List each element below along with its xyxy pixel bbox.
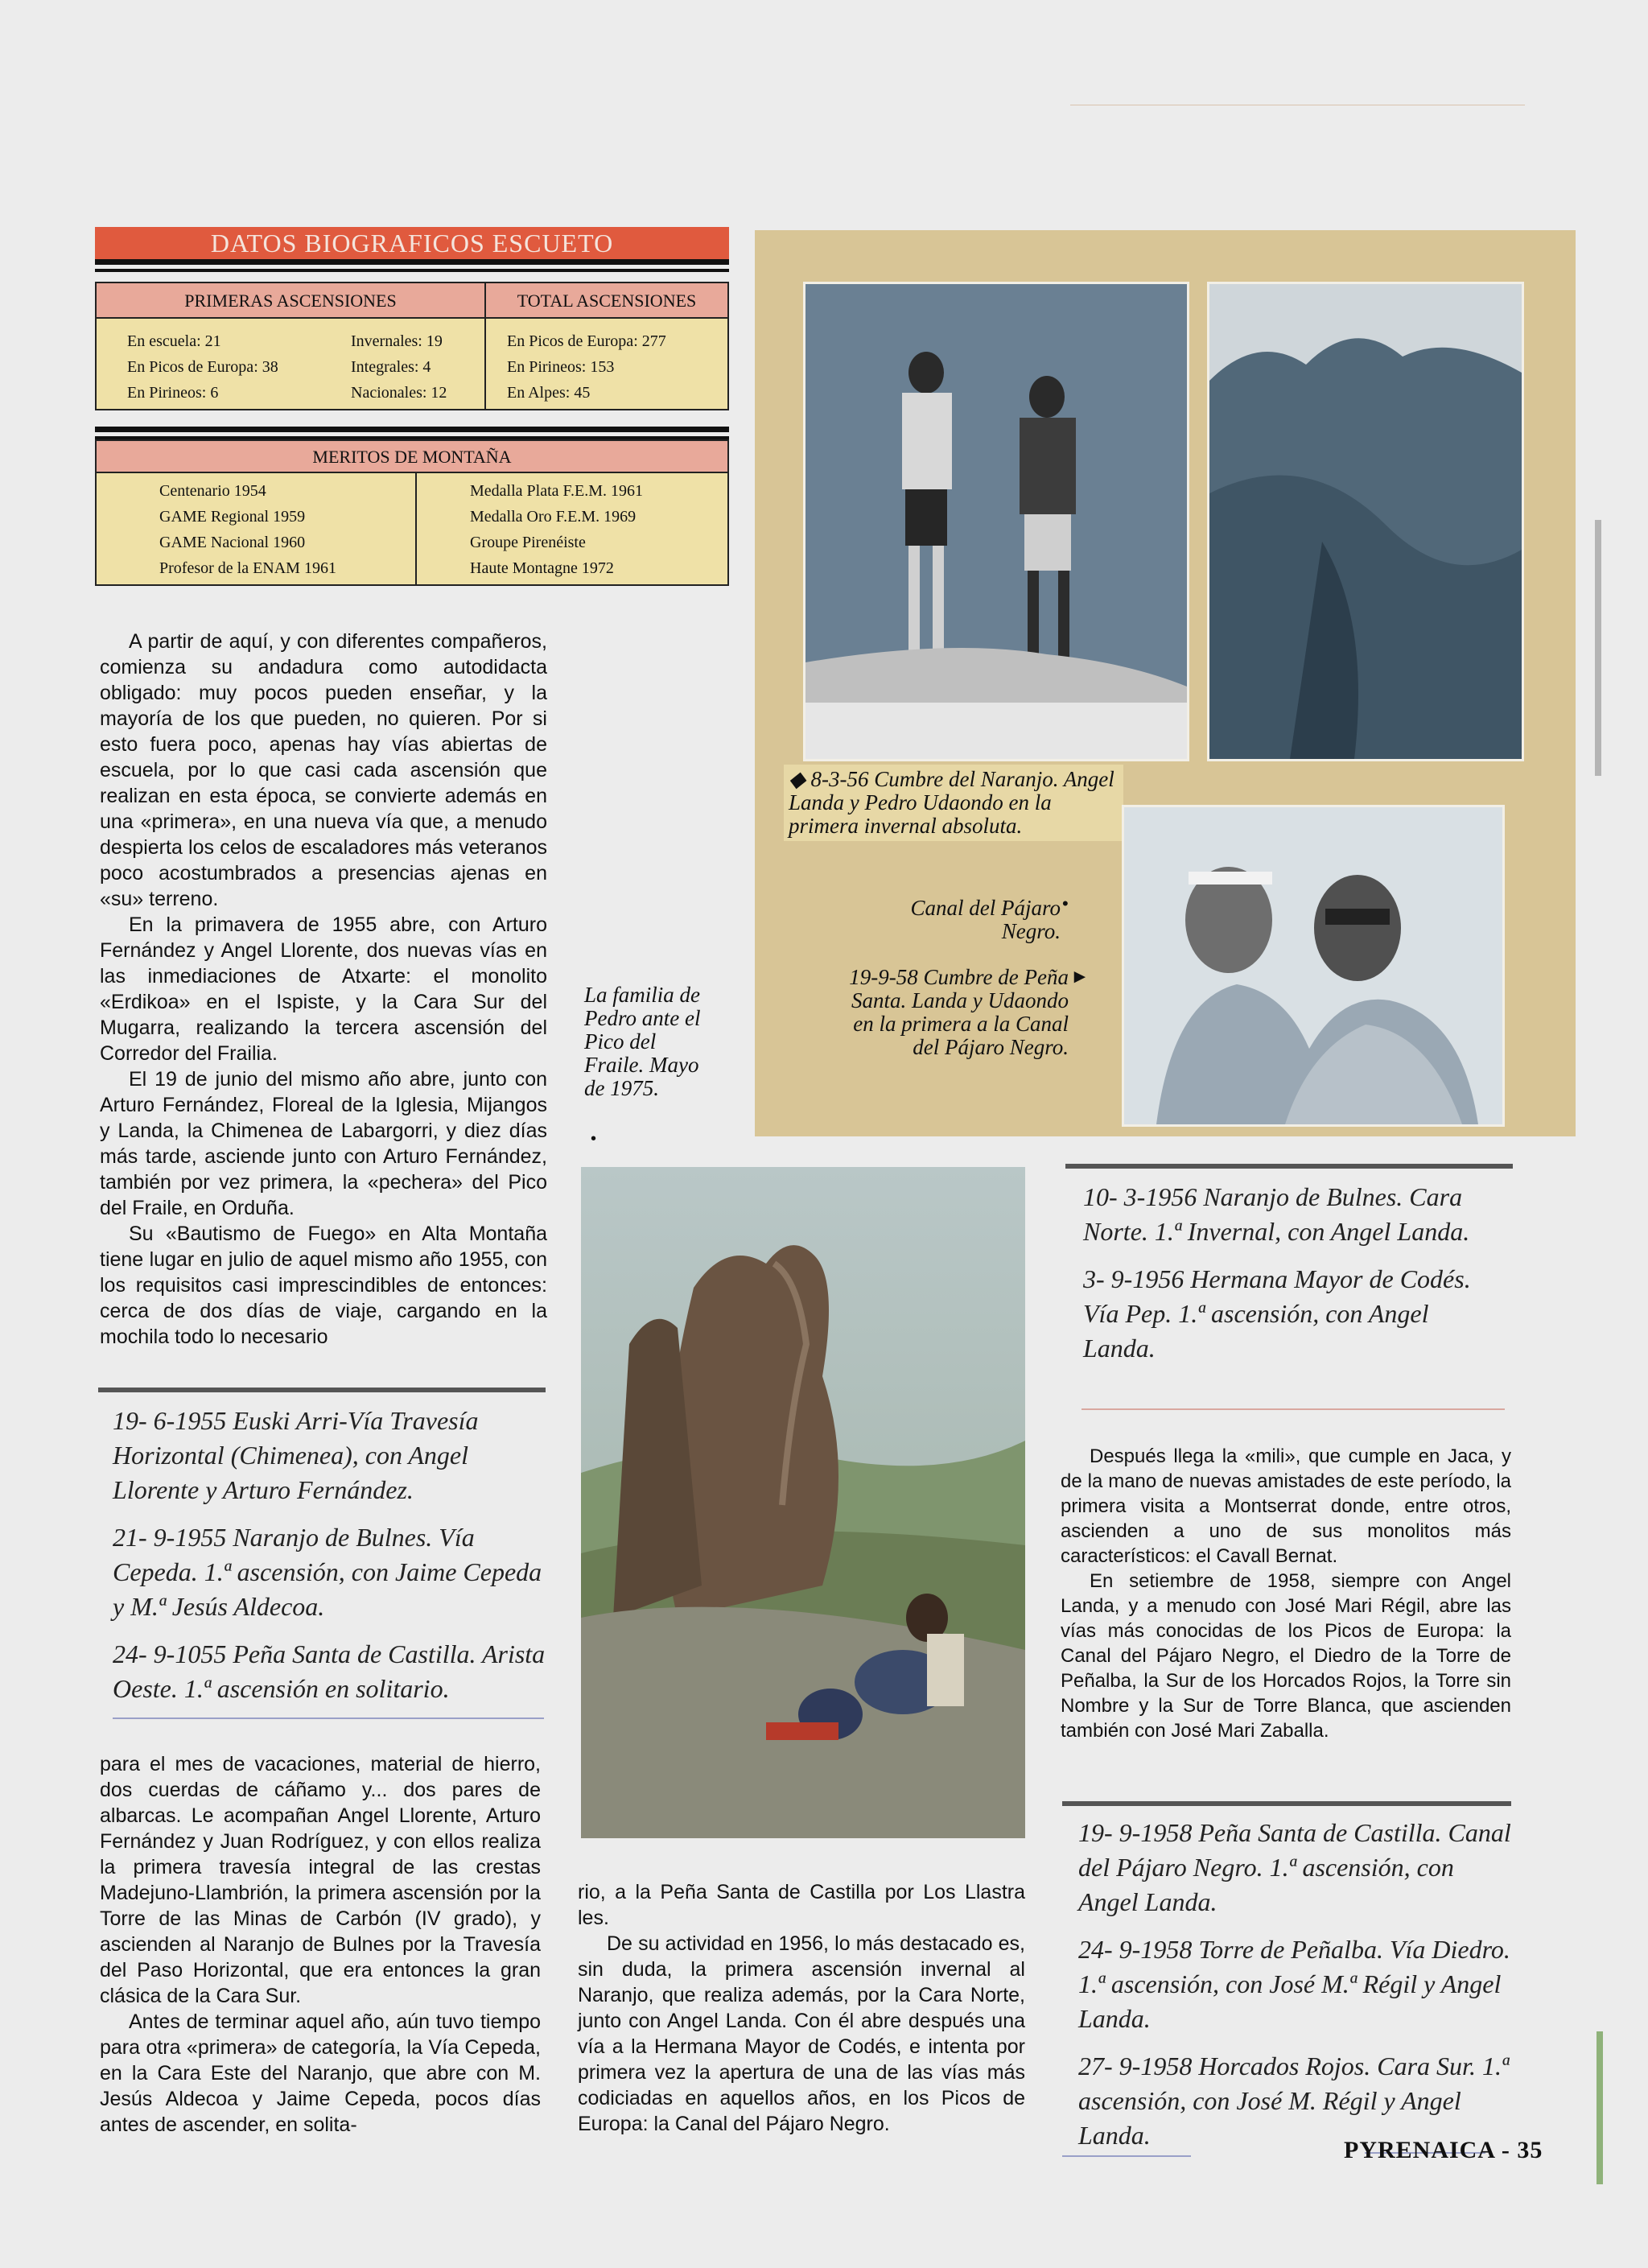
merits-list-1	[159, 478, 336, 581]
merit-line: GAME Nacional 1960	[159, 534, 306, 551]
biographic-data-box	[95, 227, 729, 586]
stat-line: Integrales: 4	[351, 358, 431, 376]
ascents-table	[95, 282, 729, 410]
caption-pena-santa	[827, 966, 1069, 1059]
ascent-entry: 10- 3-1956 Naranjo de Bulnes. Cara Norte. 1.ª Invernal, con Angel Landa.	[1083, 1182, 1470, 1246]
merit-line: GAME Regional 1959	[159, 508, 306, 526]
stat-line: En Alpes: 45	[507, 384, 591, 402]
merits-col2-cell	[417, 473, 727, 584]
paragraph: para el mes de vacaciones, material de hierro, dos cuerdas de cáñamo y... dos pares de albarcas. Le acompañan Angel Llorente, Arturo Fernández y Juan Rodríguez, y con ellos realiza la primera travesía integral de las crestas Madejuno-Llambrión, la primera ascensión por la Torre de las Minas de Carbón (IV grado), y ascienden al Naranjo de Bulnes por la Travesía del Paso Horizontal, que era entonces la gran clásica de la Cara Sur.	[100, 1753, 541, 2007]
caption-text: 19-9-58 Cumbre de Peña Santa. Landa y Udaondo en la primera a la Canal del Pájaro Negro.	[849, 965, 1069, 1059]
first-ascents-col2	[351, 328, 447, 406]
bullet-icon: •	[1062, 893, 1069, 913]
merit-line: Medalla Plata F.E.M. 1961	[470, 482, 644, 500]
highlight-rule	[1082, 1408, 1505, 1410]
paragraph: El 19 de junio del mismo año abre, junto con Arturo Fernández, Floreal de la Iglesia, Mijangos y Landa, la Chimenea de Labargorri, y diez días más tarde, asciende junto con Arturo Fernández, también por vez primera, la «pechera» del Pico del Fraile, en Orduña.	[100, 1068, 547, 1219]
mountain-photo-image	[1209, 284, 1522, 759]
bio-bar	[95, 259, 729, 265]
summit-photo-image	[805, 284, 1187, 759]
portrait-photo	[1122, 805, 1505, 1127]
paragraph: Su «Bautismo de Fuego» en Alta Montaña tiene lugar en julio de aquel mismo año 1955, con los requisitos casi imprescindibles de entonces: cerca de dos días de viaje, cargando en la mochila todo lo necesario	[100, 1223, 547, 1348]
paragraph: rio, a la Peña Santa de Castilla por Los Llastra les.	[578, 1881, 1025, 1929]
mountain-photo	[1207, 282, 1524, 761]
first-ascents-cell	[97, 319, 486, 409]
column2-bottom-text	[578, 1879, 1025, 2137]
total-ascents-list	[507, 328, 666, 406]
ascents-highlight-right-top	[1083, 1180, 1502, 1379]
ascent-entry: 24- 9-1958 Torre de Peñalba. Vía Diedro. 1.ª ascensión, con José M.ª Régil y Angel Landa.	[1078, 1935, 1510, 2033]
column1-bottom-text	[100, 1751, 541, 2138]
stat-line: En Pirineos: 153	[507, 358, 615, 376]
ascent-entry: 21- 9-1955 Naranjo de Bulnes. Vía Cepeda. 1.ª ascensión, con Jaime Cepeda y M.ª Jesús Aldecoa.	[113, 1523, 542, 1621]
bio-title: DATOS BIOGRAFICOS ESCUETO	[210, 229, 614, 258]
photo-panel	[755, 230, 1576, 1136]
bio-bar	[95, 269, 729, 272]
stat-line: En escuela: 21	[127, 332, 221, 350]
merit-line: Haute Montagne 1972	[470, 559, 614, 577]
page-footer: PYRENAICA - 35	[1344, 2137, 1543, 2163]
stat-line: En Pirineos: 6	[127, 384, 219, 402]
edge-mark	[1595, 520, 1601, 776]
paragraph: De su actividad en 1956, lo más destacado es, sin duda, la primera ascensión invernal al Naranjo, que realiza además, por la Cara Norte, junto con Angel Landa. Con él abre después una vía a la Hermana Mayor de Codés, e intenta por primera vez la apertura de una de las vías más codiciadas en aquellos años, en los Picos de Europa: la Canal del Pájaro Negro.	[578, 1932, 1025, 2135]
merits-col1-cell	[97, 473, 417, 584]
merits-header: MERITOS DE MONTAÑA	[97, 441, 727, 473]
ascent-entry: 24- 9-1055 Peña Santa de Castilla. Arista Oeste. 1.ª ascensión en solitario.	[113, 1639, 546, 1703]
merit-line: Medalla Oro F.E.M. 1969	[470, 508, 637, 526]
merits-table	[95, 439, 729, 586]
paragraph: A partir de aquí, y con diferentes compañeros, comienza su andadura como autodidacta obligado: muy pocos pueden enseñar, y la mayoría de los que pueden, no quieren. Por si esto fuera poco, apenas hay vías abiertas de escuela, por lo que casi cada ascensión que realizan en esta época, se convierte además en una «primera», en una nueva vía que, a menudo despierta los celos de escaladores más veteranos poco acostumbrados a presencias ajenas en «su» terreno.	[100, 630, 547, 910]
caption-canal	[876, 897, 1061, 943]
merits-list-2	[470, 478, 643, 581]
total-ascents-cell	[486, 319, 727, 409]
stat-line: Invernales: 19	[351, 332, 443, 350]
paragraph: En setiembre de 1958, siempre con Angel Landa, y a menudo con José Mari Régil, abre las vías más conocidas de los Picos de Europa: la Canal del Pájaro Negro, el Diedro de la Torre de Peñalba, la Sur de los Horcados Rojos, la Torre sin Nombre y la Sur de Torre Blanca, que ascienden también con José Mari Zaballa.	[1061, 1570, 1511, 1742]
paragraph: Después llega la «mili», que cumple en Jaca, y de la mano de nuevas amistades de este período, la primera visita a Montserrat donde, entre otros, ascienden a uno de sus monolitos más característicos: el Cavall Bernat.	[1061, 1445, 1511, 1567]
ascent-entry: 19- 9-1958 Peña Santa de Castilla. Canal del Pájaro Negro. 1.ª ascensión, con Angel Landa.	[1078, 1818, 1511, 1916]
summit-photo	[803, 282, 1189, 761]
ascent-entry: 19- 6-1955 Euski Arri-Vía Travesía Horizontal (Chimenea), con Angel Llorente y Arturo Fernández.	[113, 1406, 479, 1504]
family-photo-image	[581, 1167, 1025, 1838]
highlight-rule	[113, 1717, 544, 1719]
highlight-rule	[1062, 2155, 1191, 2157]
portrait-photo-image	[1124, 807, 1502, 1124]
ascents-highlight-right-bottom	[1078, 1816, 1513, 2166]
highlight-rule	[1065, 1164, 1513, 1169]
paragraph: En la primavera de 1955 abre, con Arturo Fernández y Angel Llorente, dos nuevas vías en las inmediaciones de Atxarte: el monolito «Erdikoa» en el Ispiste, y la Cara Sur del Mugarra, realizando la tercera ascensión del Corredor del Frailia.	[100, 913, 547, 1065]
first-ascents-col1	[127, 328, 278, 406]
highlight-rule	[1062, 1801, 1511, 1806]
bio-bar	[95, 427, 729, 432]
stat-line: Nacionales: 12	[351, 384, 447, 402]
paragraph: Antes de terminar aquel año, aún tuvo tiempo para otra «primera» de categoría, la Vía Cepeda, en la Cara Este del Naranjo, que abre con M. Jesús Aldecoa y Jaime Cepeda, pocos días antes de ascender, en solita-	[100, 2010, 541, 2136]
merit-line: Profesor de la ENAM 1961	[159, 559, 336, 577]
merit-line: Centenario 1954	[159, 482, 266, 500]
total-ascents-header: TOTAL ASCENSIONES	[486, 283, 727, 319]
arrow-right-icon: ►	[1070, 966, 1090, 988]
ascents-highlight-left	[113, 1404, 547, 1719]
stat-line: En Picos de Europa: 38	[127, 358, 278, 376]
edge-mark	[1596, 2031, 1603, 2184]
merit-line: Groupe Pirenéiste	[470, 534, 586, 551]
ascent-entry: 27- 9-1958 Horcados Rojos. Cara Sur. 1.ª ascensión, con José M. Régil y Angel Landa.	[1078, 2052, 1509, 2150]
column1-top-text	[100, 629, 547, 1350]
caption-text: 8-3-56 Cumbre del Naranjo. Angel Landa y Pedro Udaondo en la primera invernal absoluta.	[789, 767, 1114, 838]
bullet-icon: •	[591, 1130, 597, 1148]
caption-text: Canal del Pájaro Negro.	[910, 896, 1061, 943]
highlight-rule	[98, 1388, 546, 1392]
family-photo-caption: La familia de Pedro ante el Pico del Fraile. Mayo de 1975.	[584, 983, 701, 1100]
diamond-icon: ◆	[789, 767, 811, 791]
family-photo	[581, 1167, 1025, 1838]
ascent-entry: 3- 9-1956 Hermana Mayor de Codés. Vía Pep. 1.ª ascensión, con Angel Landa.	[1083, 1264, 1471, 1363]
column3-text	[1061, 1444, 1511, 1743]
caption-summit-naranjo	[784, 765, 1123, 841]
first-ascents-header: PRIMERAS ASCENSIONES	[97, 283, 486, 319]
stat-line: En Picos de Europa: 277	[507, 332, 666, 350]
